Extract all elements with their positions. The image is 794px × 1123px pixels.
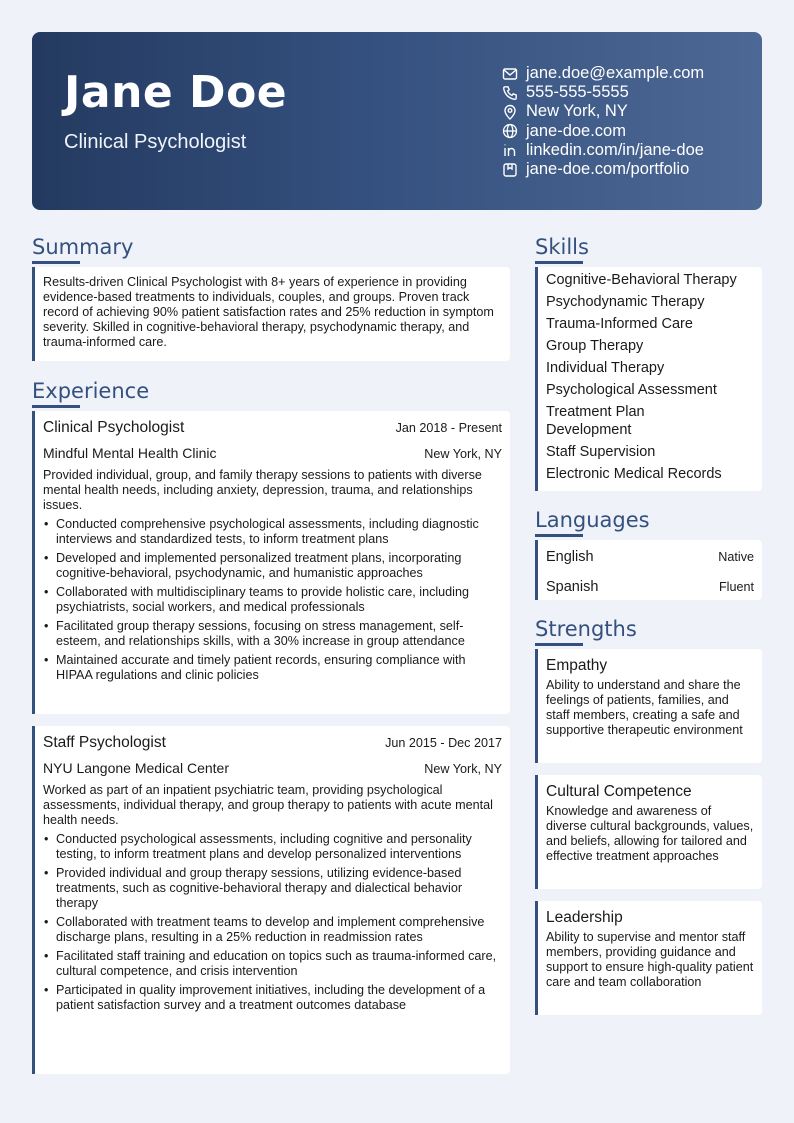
experience-underline — [32, 405, 80, 408]
languages-underline — [535, 534, 583, 537]
strength-description: Ability to supervise and mentor staff members, providing guidance and support to ensure high-quality patient care and team collaboration — [546, 930, 754, 989]
languages-card — [535, 540, 762, 600]
contact-email-text: jane.doe@example.com — [526, 64, 705, 83]
job-bullet: • Collaborated with treatment teams to develop and implement comprehensive discharge plans, resulting in a 25% reduction in readmission rates — [56, 915, 502, 945]
job-title: Staff Psychologist — [43, 734, 166, 751]
contact-email[interactable] — [502, 64, 752, 83]
strength-description: Knowledge and awareness of diverse cultural backgrounds, values, and beliefs, allowing for tailored and effective treatment approaches — [546, 804, 754, 863]
candidate-name: Jane Doe — [64, 67, 288, 118]
job-card — [32, 726, 510, 1074]
skill-item: Treatment Plan Development — [546, 404, 645, 438]
job-card — [32, 411, 510, 714]
job-subheader — [43, 760, 502, 776]
strength-card — [535, 649, 762, 763]
job-dates: Jun 2015 - Dec 2017 — [385, 736, 502, 750]
strength-title: Leadership — [546, 909, 623, 926]
contact-portfolio[interactable] — [502, 160, 752, 179]
job-company: NYU Langone Medical Center — [43, 760, 229, 776]
language-row — [546, 574, 754, 600]
job-bullet: • Conducted comprehensive psychological assessments, including diagnostic interviews and standardized tests, to inform treatment plans — [56, 517, 502, 547]
strength-card — [535, 901, 762, 1015]
contact-phone-text: 555-555-5555 — [526, 83, 629, 102]
globe-icon — [502, 123, 518, 139]
linkedin-icon — [502, 142, 518, 158]
skill-item: Cognitive-Behavioral Therapy — [546, 272, 737, 288]
job-bullet: • Provided individual and group therapy sessions, utilizing evidence-based treatments, such as cognitive-behavioral therapy and dialectical behavior therapy — [56, 866, 502, 911]
strengths-heading: Strengths — [535, 617, 637, 641]
contact-portfolio-text: jane-doe.com/portfolio — [526, 160, 690, 179]
job-description: Provided individual, group, and family therapy sessions to patients with diverse mental health needs, including anxiety, depression, trauma, and relationships issues. — [43, 468, 482, 512]
job-description: Worked as part of an inpatient psychiatric team, providing psychological assessments, individual therapy, and group therapy to patients with acute mental health needs. — [43, 783, 493, 827]
language-level: Native — [718, 550, 754, 564]
contact-list — [502, 64, 752, 179]
job-location: New York, NY — [424, 447, 502, 461]
job-bullet: • Facilitated staff training and education on topics such as trauma-informed care, cultural competence, and crisis intervention — [56, 949, 502, 979]
skill-item: Psychodynamic Therapy — [546, 294, 705, 310]
job-header — [43, 419, 502, 437]
summary-underline — [32, 261, 80, 264]
language-level: Fluent — [718, 580, 754, 594]
contact-phone[interactable] — [502, 83, 752, 102]
job-bullet: • Conducted psychological assessments, including cognitive and personality testing, to inform treatment plans and develop personalized interventions — [56, 832, 502, 862]
language-row — [546, 544, 754, 570]
strength-card — [535, 775, 762, 889]
job-bullets — [43, 517, 502, 683]
language-name: English — [546, 549, 594, 565]
contact-website-text: jane-doe.com — [526, 121, 626, 140]
skills-heading: Skills — [535, 235, 589, 259]
skill-item: Group Therapy — [546, 338, 644, 354]
job-dates: Jan 2018 - Present — [395, 421, 502, 435]
contact-location-text: New York, NY — [526, 102, 628, 121]
strength-title: Empathy — [546, 657, 608, 674]
job-company: Mindful Mental Health Clinic — [43, 445, 217, 461]
skill-item: Staff Supervision — [546, 444, 656, 460]
contact-linkedin-text: linkedin.com/in/jane-doe — [526, 140, 704, 159]
job-bullet: • Developed and implemented personalized treatment plans, incorporating cognitive-behavioral, psychodynamic, and humanistic approaches — [56, 551, 502, 581]
contact-website[interactable] — [502, 122, 752, 141]
skills-card — [535, 267, 762, 491]
candidate-role: Clinical Psychologist — [64, 131, 247, 153]
strengths-underline — [535, 643, 583, 646]
phone-icon — [502, 85, 518, 101]
skill-item: Trauma-Informed Care — [546, 316, 693, 332]
skill-item: Electronic Medical Records — [546, 466, 722, 482]
summary-card — [32, 267, 510, 361]
experience-heading: Experience — [32, 379, 150, 403]
job-subheader — [43, 445, 502, 461]
strength-title: Cultural Competence — [546, 783, 692, 800]
job-bullets — [43, 832, 502, 1013]
contact-location — [502, 102, 752, 121]
skills-underline — [535, 261, 583, 264]
mail-icon — [502, 66, 518, 82]
resume-header — [32, 32, 762, 210]
languages-heading: Languages — [535, 508, 650, 532]
portfolio-icon — [502, 162, 518, 178]
skill-item: Psychological Assessment — [546, 382, 717, 398]
skill-item: Individual Therapy — [546, 360, 665, 376]
job-location: New York, NY — [424, 762, 502, 776]
job-header — [43, 734, 502, 752]
language-name: Spanish — [546, 579, 599, 595]
summary-text: Results-driven Clinical Psychologist with 8+ years of experience in providing evidence-based treatments to individuals, couples, and groups. Proven track record of achieving 90% patient satisfaction rates and 25% reduction in symptom severity. Skilled in cognitive-behavioral therapy, psychodynamic therapy, and trauma-informed care. — [43, 275, 494, 349]
summary-heading: Summary — [32, 235, 134, 259]
job-bullet: • Participated in quality improvement initiatives, including the development of a patient satisfaction survey and a treatment outcomes database — [56, 983, 502, 1013]
contact-linkedin[interactable] — [502, 141, 752, 160]
job-bullet: • Maintained accurate and timely patient records, ensuring compliance with HIPAA regulations and clinic policies — [56, 653, 502, 683]
strength-description: Ability to understand and share the feelings of patients, families, and staff members, creating a safe and supportive therapeutic environment — [546, 678, 743, 737]
job-bullet: • Collaborated with multidisciplinary teams to provide holistic care, including psychiatrists, social workers, and medical professionals — [56, 585, 502, 615]
job-title: Clinical Psychologist — [43, 419, 185, 436]
job-bullet: • Facilitated group therapy sessions, focusing on stress management, self-esteem, and relationships skills, with a 30% increase in group attendance — [56, 619, 502, 649]
location-pin-icon — [502, 104, 518, 120]
